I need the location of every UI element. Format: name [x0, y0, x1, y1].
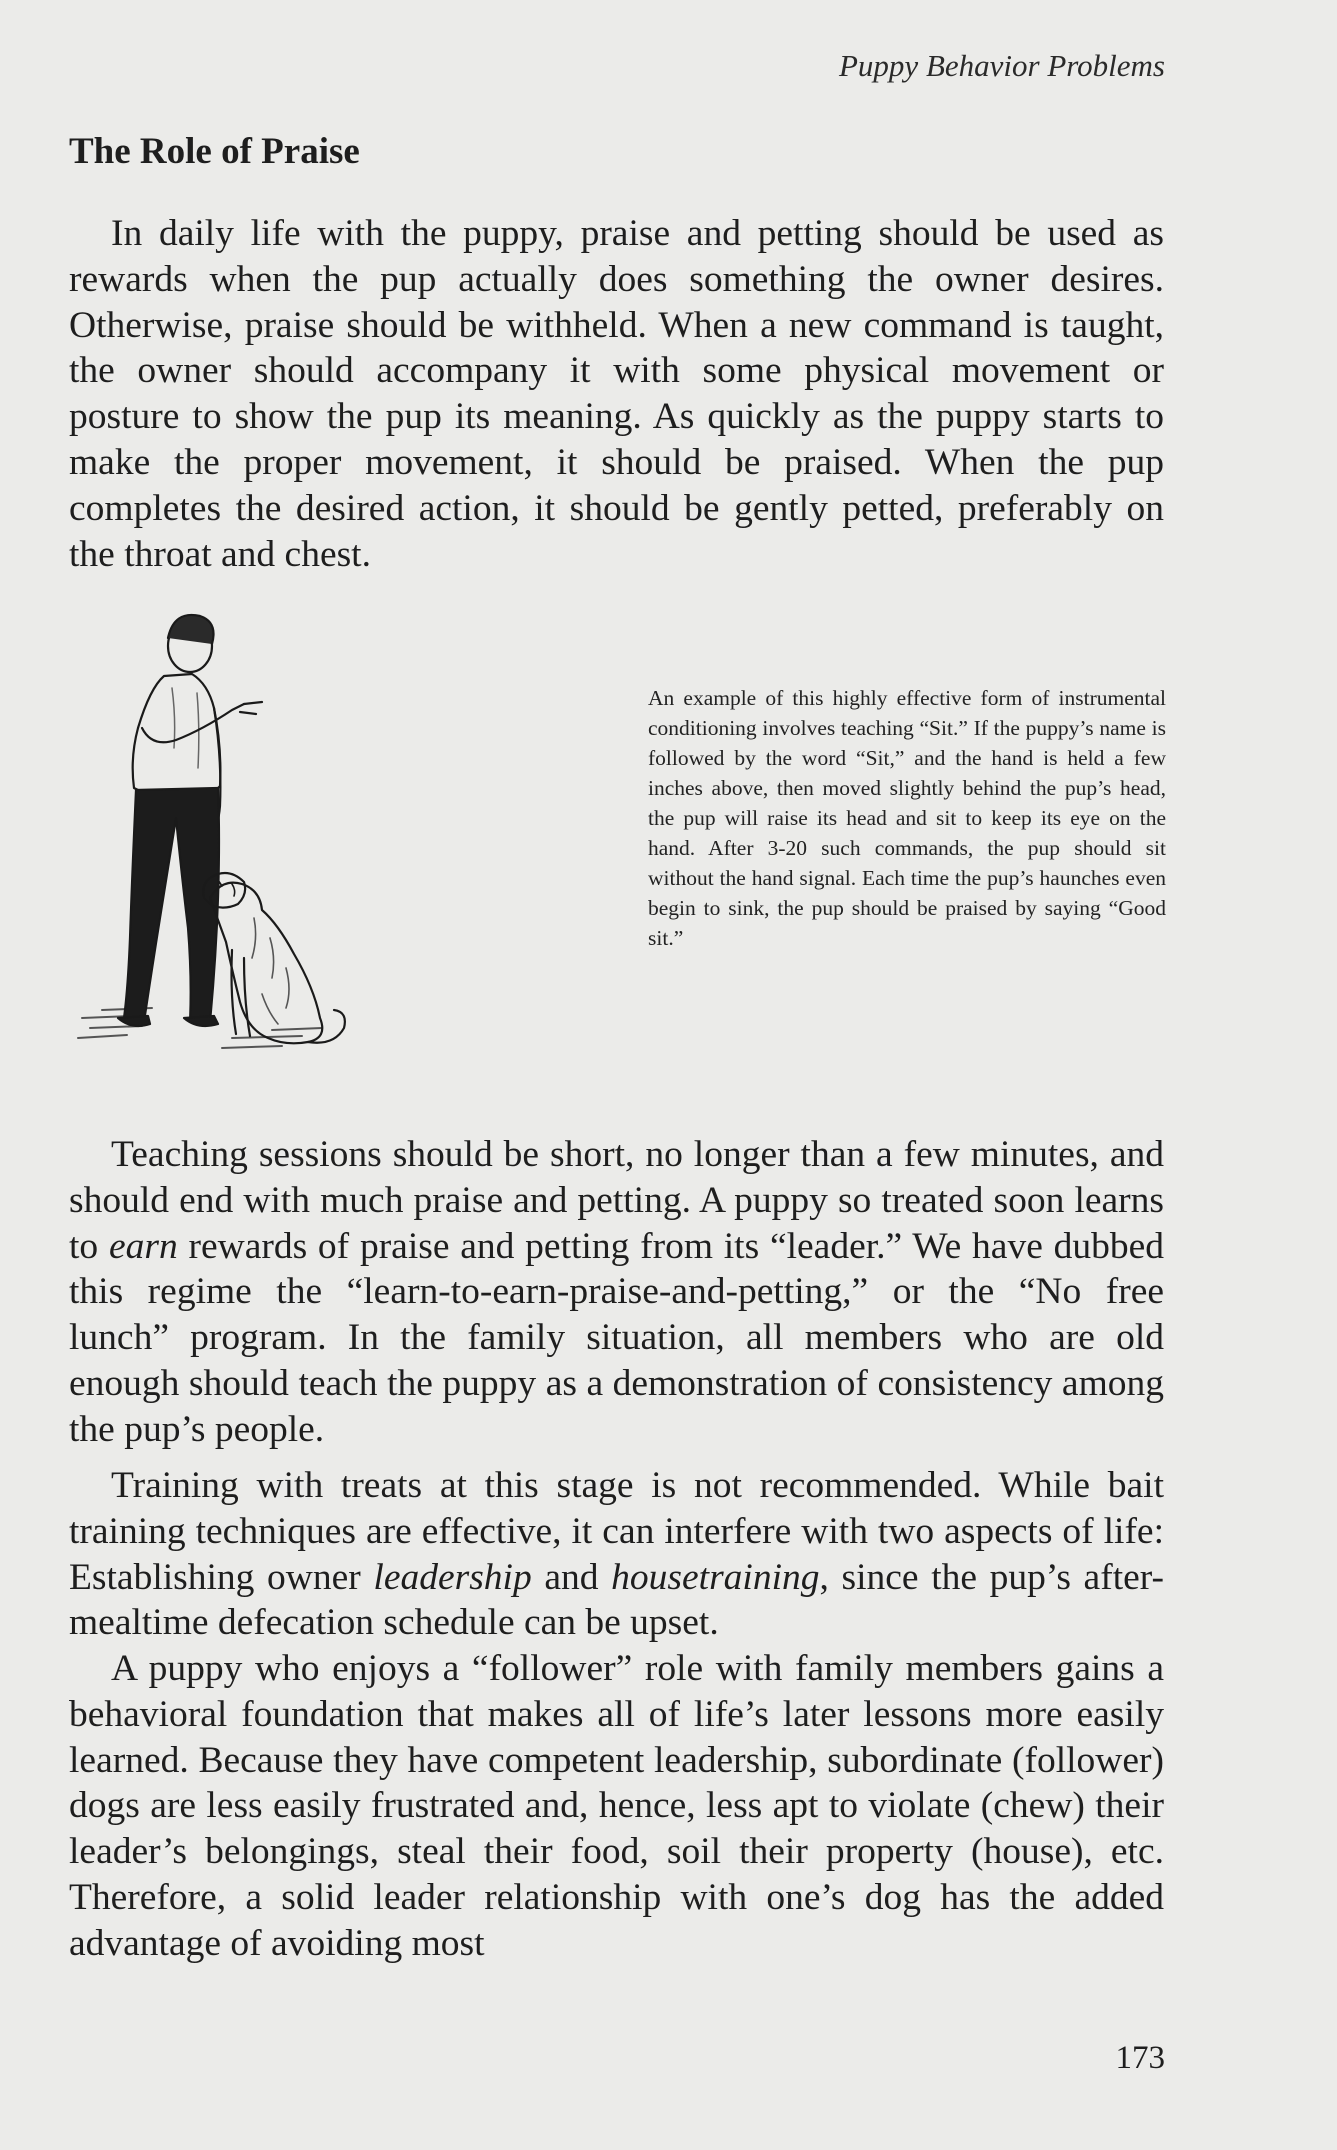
paragraph-3-emphasis-2: housetraining: [611, 1556, 820, 1598]
figure-caption: An example of this highly effective form of instrumental conditioning involves teaching “Sit.” If the puppy’s name is followed by the word “Sit,” and the hand is held a few inches above, then moved slightly behind the pup’s head, the pup will raise its head and sit to keep its eye on the hand. After 3-20 such commands, the pup should sit without the hand signal. Each time the pup’s haunches even begin to sink, the pup should be praised by saying “Good sit.”: [648, 686, 1166, 950]
paragraph-2-text-b: rewards of praise and petting from its “leader.” We have dubbed this regime the “learn-to-earn-praise-and-petting,” or the “No free lunch” program. In the family situation, all members who are old enough should teach the puppy as a demonstration of consistency among the pup’s people.: [69, 1225, 1165, 1450]
paragraph-2: [69, 1132, 1164, 1453]
paragraph-2-text-a: Teaching sessions should be short, no longer than a few minutes, and should end with much praise and petting. A puppy so treated soon learns to: [69, 1134, 1164, 1267]
paragraph-3-text-a: Training with treats at this stage is not recommended. While bait training techniques are effective, it can interfere with two aspects of life: Establishing owner: [69, 1465, 1164, 1598]
paragraph-1: In daily life with the puppy, praise and petting should be used as rewards when the pup actually does something the owner desires. Otherwise, praise should be withheld. When a new command is taught, the owner should accompany it with some physical movement or posture to show the pup its meaning. As quickly as the puppy starts to make the proper movement, it should be praised. When the pup completes the desired action, it should be gently petted, preferably on the throat and chest.: [69, 213, 1164, 575]
figure: [72, 598, 402, 1108]
page-number: 173: [1115, 2040, 1165, 2076]
paragraph-3-text-c: , since the pup’s after-mealtime defecation schedule can be upset.: [69, 1556, 1164, 1644]
paragraph-2-emphasis: earn: [108, 1225, 178, 1267]
running-head: Puppy Behavior Problems: [839, 48, 1165, 83]
section-title: The Role of Praise: [69, 131, 360, 172]
paragraph-3-emphasis-1: leadership: [373, 1556, 532, 1598]
man-teaching-puppy-sit-illustration: [72, 598, 402, 1108]
paragraph-4: A puppy who enjoys a “follower” role with family members gains a behavioral foundation that makes all of life’s later lessons more easily learned. Because they have competent leadership, subordinate (follower) dogs are less easily frustrated and, hence, less apt to violate (chew) their leader’s belongings, steal their food, soil their property (house), etc. Therefore, a solid leader relationship with one’s dog has the added advantage of avoiding most: [69, 1648, 1164, 1964]
paragraph-3-text-b: and: [531, 1556, 612, 1598]
paragraph-3: [69, 1463, 1164, 1646]
